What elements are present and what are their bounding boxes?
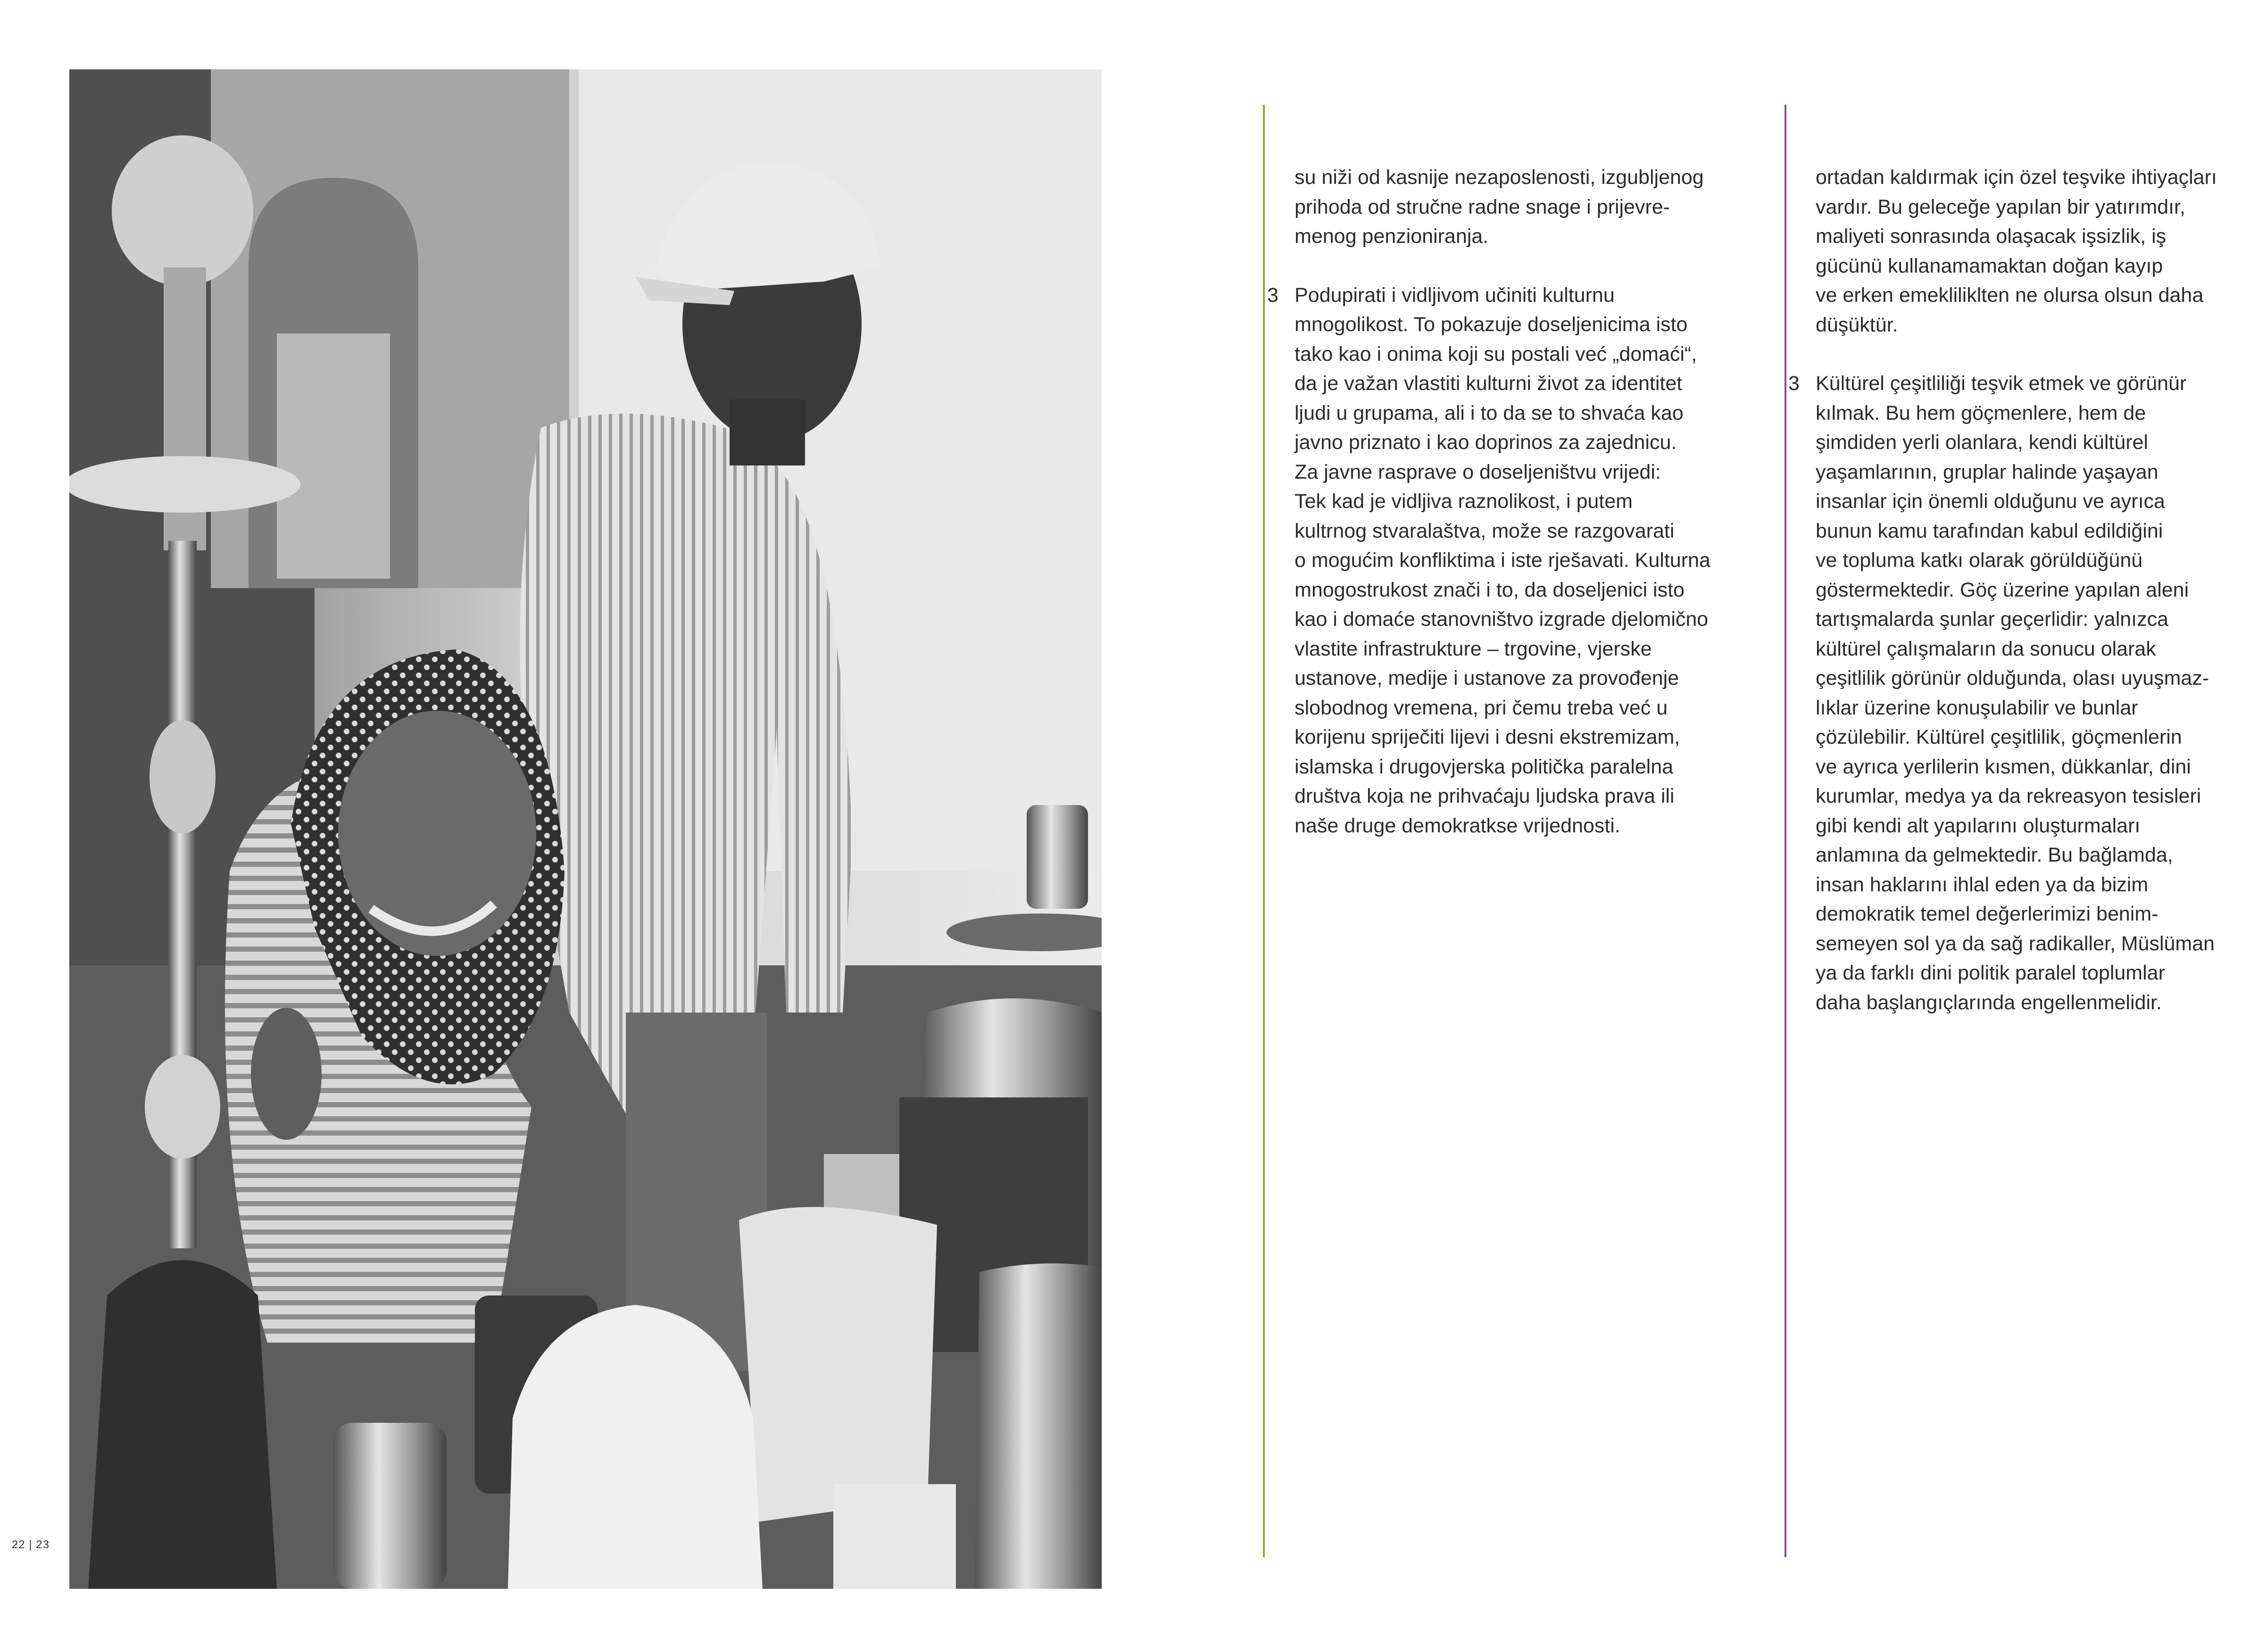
page-number: 22 | 23	[12, 1538, 50, 1551]
text-column-turkish	[1788, 163, 2240, 1017]
item-number: 3	[1267, 283, 1278, 307]
item-text: Kültürel çeşitliliği teşvik etmek ve görünür kılmak. Bu hem göçmenlere, hem de şimdiden yerli olanlara, kendi kültürel yaşamlarının, gruplar halinde yaşayan insanlar için önemli olduğunu ve ayrıca bunun kamu tarafından kabul edildiğini ve topluma katkı olarak görüldüğünü göstermektedir. Göç üzerine yapılan aleni tartışmalarda şunlar geçerlidir: yalnızca kültürel çalışmaların da sonucu olarak çeşitlilik görünür olduğunda, olası uyuşmaz- lıklar üzerine konuşulabilir ve bunlar çözülebilir. Kültürel çeşitlilik, göçmenlerin ve ayrıca yerlilerin kısmen, dükkanlar, dini kurumlar, medya ya da rekreasyon tesisleri gibi kendi alt yapılarını oluşturmaları anlamına da gelmektedir. Bu bağlamda, insan haklarını ihlal eden ya da bizim demokratik temel değerlerimizi benim- semeyen sol ya da sağ radikaller, Müslüman ya da farklı dini politik paralel toplumlar daha başlangıçlarında engellenmelidir.	[1816, 372, 2215, 1014]
photo-market-stall-illustration	[69, 69, 1102, 1589]
column-rule-right	[1785, 105, 1786, 1557]
numbered-item	[1788, 369, 2240, 1017]
column-rule-left	[1263, 105, 1265, 1557]
continued-paragraph: su niži od kasnije nezaposlenosti, izgubljenog prihoda od stručne radne snage i prijevre- menog penzioniranja.	[1295, 166, 1704, 248]
text-column-croatian	[1267, 163, 1719, 840]
numbered-item	[1267, 281, 1719, 841]
black-and-white-photo	[69, 69, 1102, 1589]
continued-paragraph: ortadan kaldırmak için özel teşvike ihtiyaçları vardır. Bu geleceğe yapılan bir yatırımdır, maliyeti sonrasında olaşacak işsizlik, iş gücünü kullanamamaktan doğan kayıp ve erken emekliliklten ne olursa olsun daha düşüktür.	[1816, 166, 2217, 336]
item-text: Podupirati i vidljivom učiniti kulturnu mnogolikost. To pokazuje doseljenicima isto tako kao i onima koji su postali već „domaći“, da je važan vlastiti kulturni život za identitet ljudi u grupama, ali i to da se to shvaća kao javno priznato i kao doprinos za zajednicu. Za javne rasprave o doseljeništvu vrijedi: Tek kad je vidljiva raznolikost, i putem kultrnog stvaralaštva, može se razgovarati o mogućim konfliktima i iste rješavati. Kulturna mnogostrukost znači i to, da doseljenici isto kao i domaće stanovništvo izgrade djelomično vlastite infrastrukture – trgovine, vjerske ustanove, medije i ustanove za provođenje slobodnog vremena, pri čemu treba već u korijenu spriječiti lijevi i desni ekstremizam, islamska i drugovjerska politička paralelna društva koja ne prihvaćaju ljudska prava ili naše druge demokratkse vrijednosti.	[1295, 283, 1710, 837]
item-number: 3	[1788, 372, 1800, 395]
